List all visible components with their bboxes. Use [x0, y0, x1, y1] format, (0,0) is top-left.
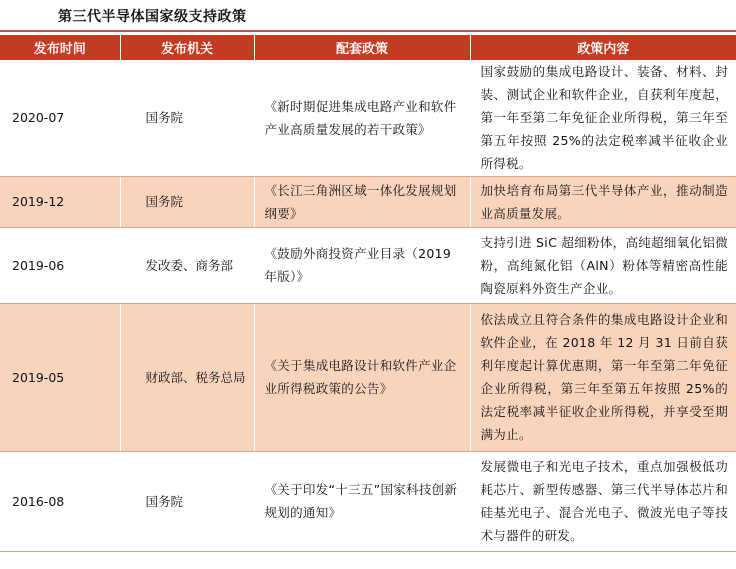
cell-policy: 《长江三角洲区域一体化发展规划纲要》 [254, 176, 470, 227]
cell-content: 发展微电子和光电子技术，重点加强极低功耗芯片、新型传感器、第三代半导体芯片和硅基光电子、混合光电子、微波光电子等技术与器件的研发。 [470, 451, 736, 551]
cell-org: 国务院 [120, 451, 254, 551]
cell-org: 国务院 [120, 176, 254, 227]
header-content: 政策内容 [470, 35, 736, 60]
cell-date: 2020-07 [0, 60, 120, 176]
header-org: 发布机关 [120, 35, 254, 60]
cell-content: 依法成立且符合条件的集成电路设计企业和软件企业，在 2018 年 12 月 31 日前自获利年度起计算优惠期，第一年至第二年免征企业所得税，第三年至第五年按照 25%的法定税率减半征收企业所得税，并享受至期满为止。 [470, 303, 736, 451]
cell-policy: 《鼓励外商投资产业目录（2019 年版）》 [254, 227, 470, 303]
table-row [0, 227, 736, 303]
cell-org: 发改委、商务部 [120, 227, 254, 303]
cell-content: 国家鼓励的集成电路设计、装备、材料、封装、测试企业和软件企业，自获利年度起，第一年至第二年免征企业所得税，第三年至第五年按照 25%的法定税率减半征收企业所得税。 [470, 60, 736, 176]
cell-date: 2019-12 [0, 176, 120, 227]
header-policy: 配套政策 [254, 35, 470, 60]
table-row [0, 176, 736, 227]
cell-policy: 《关于集成电路设计和软件产业企业所得税政策的公告》 [254, 303, 470, 451]
cell-date: 2019-05 [0, 303, 120, 451]
policy-table [0, 35, 736, 552]
page-title: 第三代半导体国家级支持政策 [58, 9, 247, 25]
cell-content: 支持引进 SiC 超细粉体，高纯超细氧化铝微粉，高纯氮化铝（AlN）粉体等精密高性能陶瓷原料外资生产企业。 [470, 227, 736, 303]
cell-org: 国务院 [120, 60, 254, 176]
table-row [0, 451, 736, 551]
cell-policy: 《新时期促进集成电路产业和软件产业高质量发展的若干政策》 [254, 60, 470, 176]
cell-org: 财政部、税务总局 [120, 303, 254, 451]
table-row [0, 60, 736, 176]
table-row [0, 303, 736, 451]
cell-date: 2016-08 [0, 451, 120, 551]
cell-policy: 《关于印发“十三五”国家科技创新规划的通知》 [254, 451, 470, 551]
table-header-row [0, 35, 736, 60]
cell-date: 2019-06 [0, 227, 120, 303]
cell-content: 加快培育布局第三代半导体产业，推动制造业高质量发展。 [470, 176, 736, 227]
header-date: 发布时间 [0, 35, 120, 60]
title-divider [0, 30, 736, 32]
